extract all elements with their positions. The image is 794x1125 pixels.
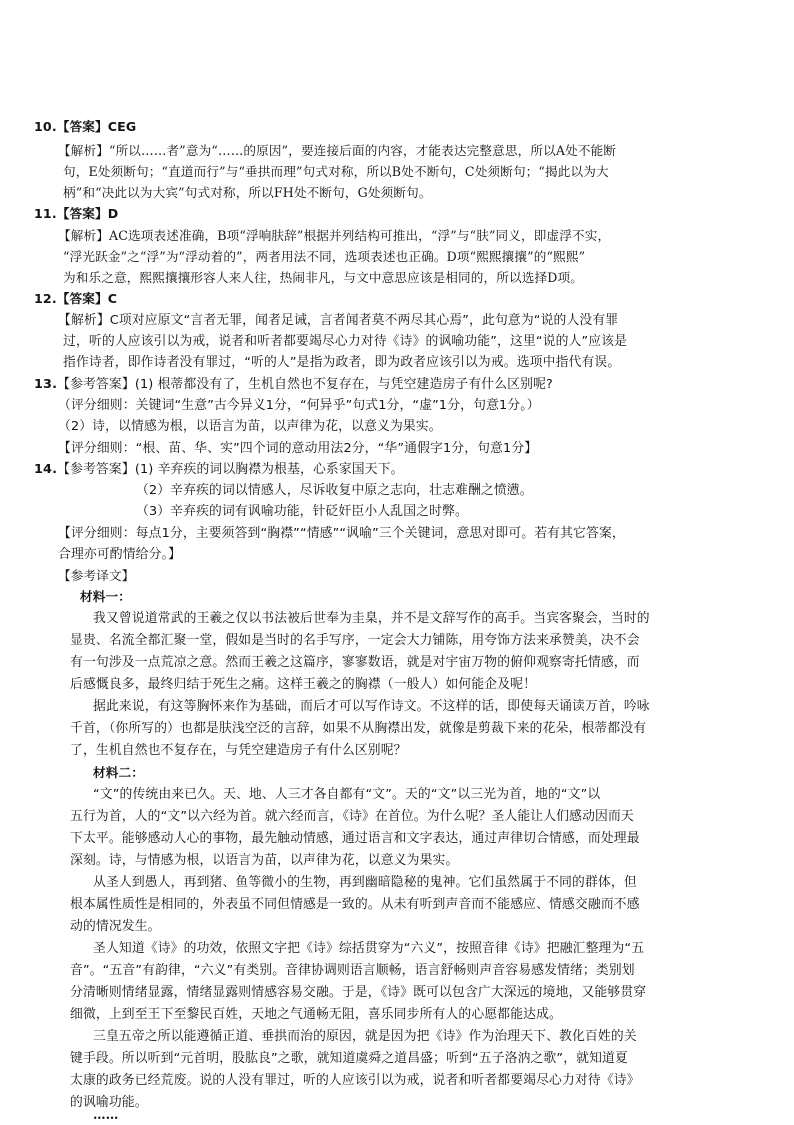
answer-line — [34, 117, 136, 137]
answer-tag: 【答案】 — [56, 291, 108, 306]
translation-line: 有一句涉及一点荒凉之意。然而王羲之这篇序，寥寥数语，就是对宇宙万物的俯仰观察寄托情感，而 — [70, 655, 640, 670]
translation-line: 动的情况发生。 — [70, 919, 161, 934]
scoring-line: （评分细则：关键词“生意”古今异义1分，“何异乎”句式1分，“虚”1分，句意1分。） — [58, 398, 540, 413]
question-number: 10. — [34, 119, 57, 134]
question-number: 12. — [34, 291, 57, 306]
analysis-line: 指作诗者，即作诗者没有罪过，“听的人”是指为政者，即为政者应该引以为戒。选项中指代有误。 — [63, 355, 621, 370]
translation-line: 了，生机自然也不复存在，与凭空建造房子有什么区别呢？ — [70, 743, 407, 758]
translation-line: 后感慨良多，最终归结于死生之痛。这样王羲之的胸襟（一般人）如何能企及呢！ — [70, 677, 537, 692]
translation-line: 圣人知道《诗》的功效，依照文字把《诗》综括贯穿为“六义”，按照音律《诗》把融汇整理为“五 — [93, 941, 645, 956]
answer-line — [34, 289, 117, 309]
answer-value: (1) 根蒂都没有了，生机自然也不复存在，与凭空建造房子有什么区别呢? — [134, 377, 553, 392]
answer-line — [34, 204, 118, 224]
translation-line: 根本属性质性是相同的，外表虽不同但情感是一致的。从未有听到声音而不能感应、情感交融而不感 — [70, 897, 640, 912]
translation-line: 我又曾说道常武的王羲之仅以书法被后世奉为圭臬，并不是文辞写作的高手。当宾客聚会，当时的 — [93, 611, 650, 626]
analysis-line: 柄”和“决此以为大宾”句式对称，所以FH处不断句，G处须断句。 — [63, 185, 432, 200]
translation-line: 太康的政务已经荒废。说的人没有罪过，听的人应该引以为戒，说者和听者都要竭尽心力对待《诗》 — [70, 1073, 640, 1088]
translation-line: 五行为首，人的“文”以六经为首。就六经而言，《诗》在首位。为什么呢？圣人能让人们感动因而天 — [70, 809, 634, 824]
answer-line: （2）诗，以情感为根，以语言为苗，以声律为花，以意义为果实。 — [58, 419, 442, 434]
translation-line: 三皇五帝之所以能遵循正道、垂拱而治的原因，就是因为把《诗》作为治理天下、教化百姓的关 — [93, 1029, 637, 1044]
translation-line: 音”。“五音”有韵律，“六义”有类别。音律协调则语言顺畅，语言舒畅则声音容易感发情绪；类别划 — [70, 963, 635, 978]
translation-line: 键手段。所以听到“元首明，股肱良”之歌，就知道虞舜之道昌盛；听到“五子洛汭之歌”，就知道夏 — [70, 1051, 628, 1066]
answer-value: CEG — [107, 119, 137, 134]
scoring-line: 【评分细则：“根、苗、华、实”四个词的意动用法2分，“华”通假字1分，句意1分】 — [58, 441, 538, 456]
answer-value: C — [107, 291, 118, 306]
analysis-line: 句，E处须断句；“直道而行”与“垂拱而理”句式对称，所以B处不断句，C处须断句；“揭此以为大 — [63, 164, 609, 179]
answer-line — [34, 375, 553, 395]
translation-line: 的讽喻功能。 — [70, 1095, 148, 1110]
translation-line: 显贵、名流全都汇聚一堂，假如是当时的名手写序，一定会大力铺陈，用夸饰方法来承赞美，决不会 — [70, 633, 640, 648]
answer-tag: 【答案】 — [56, 206, 108, 221]
question-number: 11. — [34, 206, 57, 221]
analysis-line: 为和乐之意，熙熙攘攘形容人来人往，热闹非凡，与文中意思应该是相同的，所以选择D项。 — [63, 270, 583, 285]
translation-line: 下太平。能够感动人心的事物，最先触动情感，通过语言和文字表达，通过声律切合情感，而处理最 — [70, 831, 640, 846]
answer-tag: 【参考答案】 — [57, 462, 135, 477]
scoring-line: 合理亦可酌情给分。】 — [58, 547, 182, 562]
analysis-line: 【解析】C项对应原文“言者无罪，闻者足诫，言者闻者莫不两尽其心焉”，此句意为“说的人没有罪 — [58, 313, 619, 328]
ellipsis: …… — [93, 1107, 119, 1122]
material-title: 材料二： — [93, 765, 144, 780]
answer-line: （3）辛弃疾的词有讽喻功能，针砭奸臣小人乱国之时弊。 — [136, 504, 468, 519]
analysis-line: 【解析】“所以……者”意为“……的原因”，要连接后面的内容，才能表达完整意思，所以A处不能断 — [58, 143, 617, 158]
section-heading: 【参考译文】 — [58, 568, 135, 583]
answer-value: D — [107, 206, 119, 221]
scoring-line: 【评分细则：每点1分，主要须答到“胸襟”“情感”“讽喻”三个关键词，意思对即可。若有其它答案， — [58, 526, 625, 541]
translation-line: 深刻。诗，与情感为根，以语言为苗，以声律为花，以意义为果实。 — [70, 853, 459, 868]
translation-line: 据此来说，有这等胸怀来作为基础，而后才可以写作诗文。不这样的话，即使每天诵读万首，吟咏 — [93, 699, 650, 714]
answer-line: （2）辛弃疾的词以情感人，尽诉收复中原之志向，壮志难酬之愤懑。 — [136, 483, 533, 498]
material-title: 材料一： — [80, 589, 131, 604]
translation-line: 分清晰则情绪显露，情绪显露则情感容易交融。于是，《诗》既可以包含广大深远的境地，又能够贯穿 — [70, 985, 647, 1000]
translation-line: “文”的传统由来已久。天、地、人三才各自都有“文”。天的“文”以三光为首，地的“文”以 — [93, 787, 601, 802]
question-number: 13. — [34, 377, 58, 392]
question-number: 14. — [34, 462, 58, 477]
analysis-line: 过，听的人应该引以为戒，说者和听者都要竭尽心力对待《诗》的讽喻功能”，这里“说的人”应该是 — [63, 334, 628, 349]
analysis-line: 【解析】AC选项表述准确，B项“浮响肤辞”根据并列结构可推出，“浮”与“肤”同义，即虚浮不实， — [58, 228, 611, 243]
analysis-line: “浮光跃金”之“浮”为“浮动着的”，两者用法不同，选项表述也正确。D项“熙熙攘攘”的“熙熙” — [63, 249, 586, 264]
answer-line — [34, 460, 404, 480]
answer-value: (1) 辛弃疾的词以胸襟为根基，心系家国天下。 — [134, 462, 404, 477]
translation-line: 千首，（你所写的）也都是肤浅空泛的言辞，如果不从胸襟出发，就像是剪裁下来的花朵，根蒂都没有 — [70, 721, 647, 736]
answer-tag: 【参考答案】 — [57, 377, 135, 392]
translation-line: 从圣人到愚人，再到猪、鱼等微小的生物，再到幽暗隐秘的鬼神。它们虽然属于不同的群体，但 — [93, 875, 637, 890]
answer-tag: 【答案】 — [56, 119, 108, 134]
translation-line: 细微，上到至王下至黎民百姓，天地之气通畅无阻，喜乐同步所有人的心愿都能达成。 — [70, 1007, 562, 1022]
